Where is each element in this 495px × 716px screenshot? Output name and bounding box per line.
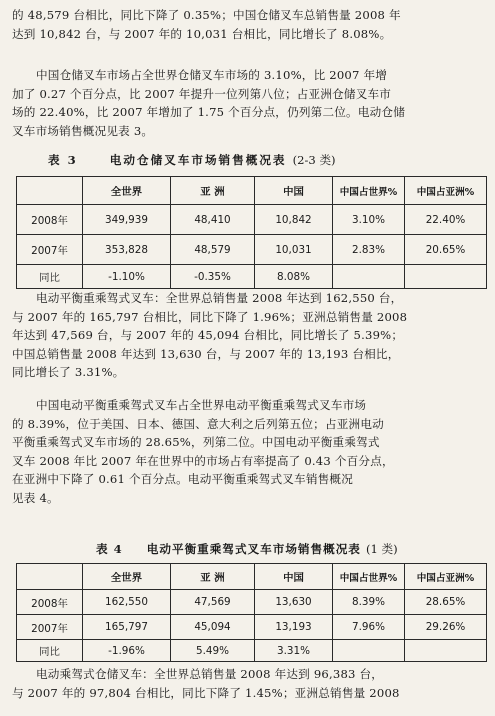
text-line: 中国仓储叉车市场占全世界仓储叉车市场的 3.10%，比 2007 年增: [36, 68, 388, 82]
table-cell: [405, 265, 487, 289]
table-cell: 353,828: [83, 235, 171, 265]
table-cell: -0.35%: [171, 265, 255, 289]
table-header-row: [17, 564, 487, 590]
table-cell: 2008年: [17, 590, 83, 615]
text-line: 加了 0.27 个百分点，比 2007 年提升一位列第八位；占亚洲仓储叉车市: [12, 86, 392, 101]
table-cell: 8.08%: [255, 265, 333, 289]
table-header-cell: 中国占亚洲%: [405, 564, 487, 590]
table-cell: 13,630: [255, 590, 333, 615]
table-4-caption: [96, 541, 398, 557]
text-line: 中国总销售量 2008 年达到 13,630 台，与 2007 年的 13,193 台相比，: [12, 346, 400, 361]
table-row: [17, 205, 487, 235]
table-header-cell: 中国占世界%: [333, 177, 405, 205]
text-line: 同比增长了 3.31%。: [12, 365, 125, 380]
table-header-cell: [17, 564, 83, 590]
text-line: 达到 10,842 台，与 2007 年的 10,031 台相比，同比增长了 8.08%。: [12, 26, 392, 41]
text-line: 叉车 2008 年比 2007 年在世界中的市场占有率提高了 0.43 个百分点，: [12, 453, 394, 468]
table-3-label: 表 3: [48, 153, 78, 167]
paragraph-china-warehouse-share: [12, 66, 484, 140]
text-line: 场的 22.40%，比 2007 年增加了 1.75 个百分点，仍列第二位。电动仓储: [12, 105, 406, 120]
text-line: 年达到 47,569 台，与 2007 年的 45,094 台相比，同比增长了 5.39%；: [12, 328, 404, 343]
table-cell: 5.49%: [171, 640, 255, 662]
table-cell: 13,193: [255, 615, 333, 640]
table-4-suffix: (1 类): [365, 542, 398, 556]
table-3-title: 电动仓储叉车市场销售概况表: [109, 153, 287, 167]
table-cell: 162,550: [83, 590, 171, 615]
table-cell: 45,094: [171, 615, 255, 640]
table-row: [17, 265, 487, 289]
table-cell: 同比: [17, 265, 83, 289]
table-cell: 10,031: [255, 235, 333, 265]
table-header-cell: 中国: [255, 564, 333, 590]
table-cell: 7.96%: [333, 615, 405, 640]
table-cell: -1.96%: [83, 640, 171, 662]
table-row: [17, 235, 487, 265]
table-cell: -1.10%: [83, 265, 171, 289]
table-header-cell: 中国: [255, 177, 333, 205]
paragraph-china-counterbalanced-share: [12, 396, 484, 508]
text-line: 电动平衡重乘驾式叉车：全世界总销售量 2008 年达到 162,550 台，: [36, 291, 403, 305]
table-4-label: 表 4: [96, 542, 123, 556]
table-cell: 3.10%: [333, 205, 405, 235]
text-line: 与 2007 年的 97,804 台相比，同比下降了 1.45%；亚洲总销售量 2008: [12, 685, 400, 700]
table-header-cell: 全世界: [83, 177, 171, 205]
table-cell: 2007年: [17, 615, 83, 640]
table-cell: 29.26%: [405, 615, 487, 640]
table-cell: [333, 640, 405, 662]
table-cell: 10,842: [255, 205, 333, 235]
table-3-suffix: (2-3 类): [292, 153, 336, 167]
table-cell: 349,939: [83, 205, 171, 235]
table-cell: [405, 640, 487, 662]
paragraph-continuation: [12, 6, 484, 43]
table-header-cell: 全世界: [83, 564, 171, 590]
table-cell: 8.39%: [333, 590, 405, 615]
text-line: 平衡重乘驾式叉车市场的 28.65%，列第二位。中国电动平衡重乘驾式: [12, 435, 380, 450]
table-header-cell: 中国占亚洲%: [405, 177, 487, 205]
table-cell: 同比: [17, 640, 83, 662]
table-cell: 47,569: [171, 590, 255, 615]
text-line: 中国电动平衡重乘驾式叉车占全世界电动平衡重乘驾式叉车市场: [36, 398, 367, 412]
table-cell: 22.40%: [405, 205, 487, 235]
table-cell: 2008年: [17, 205, 83, 235]
text-line: 与 2007 年的 165,797 台相比，同比下降了 1.96%；亚洲总销售量 2008: [12, 309, 408, 324]
text-line: 叉车市场销售概况见表 3。: [12, 123, 154, 138]
table-row: [17, 590, 487, 615]
table-4-title: 电动平衡重乘驾式叉车市场销售概况表: [146, 542, 361, 556]
text-line: 见表 4。: [12, 490, 59, 505]
text-line: 在亚洲中下降了 0.61 个百分点。电动平衡重乘驾式叉车销售概况: [12, 472, 354, 487]
table-header-cell: 亚 洲: [171, 177, 255, 205]
table-cell: 165,797: [83, 615, 171, 640]
table-row: [17, 615, 487, 640]
table-cell: 3.31%: [255, 640, 333, 662]
table-cell: 48,579: [171, 235, 255, 265]
table-cell: 20.65%: [405, 235, 487, 265]
text-line: 的 8.39%，位于美国、日本、德国、意大利之后列第五位；占亚洲电动: [12, 416, 384, 431]
table-cell: 2.83%: [333, 235, 405, 265]
table-header-row: [17, 177, 487, 205]
table-3: [16, 176, 487, 289]
table-3-caption: [48, 152, 336, 168]
table-header-cell: 中国占世界%: [333, 564, 405, 590]
table-header-cell: [17, 177, 83, 205]
table-cell: 48,410: [171, 205, 255, 235]
paragraph-counterbalanced-sales: [12, 289, 484, 382]
table-cell: 28.65%: [405, 590, 487, 615]
table-row: [17, 640, 487, 662]
table-cell: [333, 265, 405, 289]
table-4: [16, 563, 487, 662]
table-header-cell: 亚 洲: [171, 564, 255, 590]
paragraph-warehouse-rider-sales: [12, 665, 484, 702]
text-line: 的 48,579 台相比，同比下降了 0.35%；中国仓储叉车总销售量 2008 年: [12, 8, 401, 22]
table-cell: 2007年: [17, 235, 83, 265]
text-line: 电动乘驾式仓储叉车：全世界总销售量 2008 年达到 96,383 台，: [36, 667, 384, 681]
